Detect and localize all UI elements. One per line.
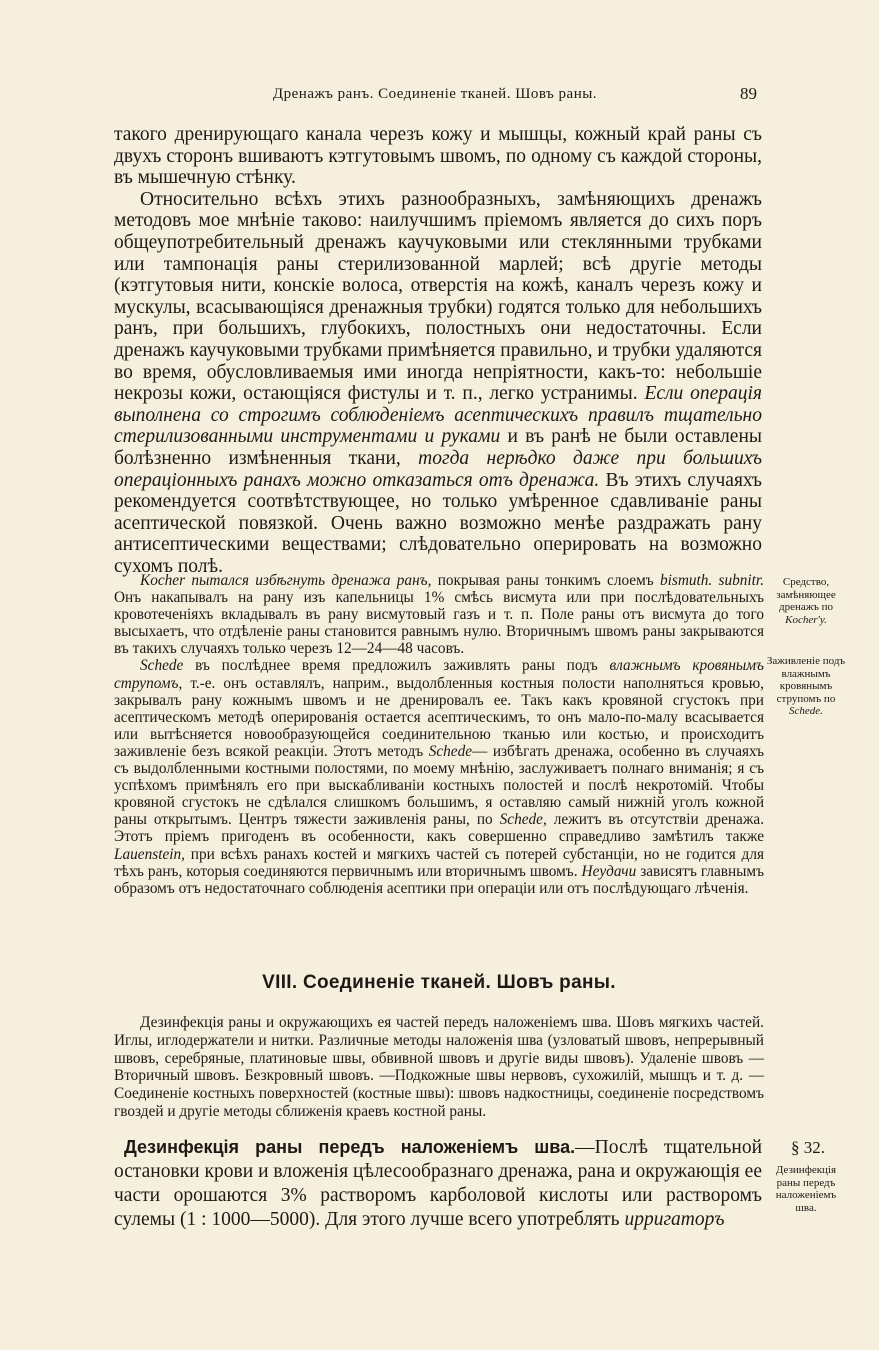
text-span: лежитъ въ отсутствіи дренажа. Этотъ пріемъ пригоденъ въ особенности, какъ совершенно справедливо замѣтилъ также	[114, 811, 765, 846]
italic-span: ирригаторъ	[624, 1209, 725, 1230]
section-summary: Дезинфекція раны и окружающихъ ея частей передъ наложеніемъ шва. Шовъ мягкихъ частей. Иглы, иглодержатели и нитки. Различные методы наложенія шва (узловатый швовъ, непрерывный швовъ, серебряные, платиновые швы, обвивной швовъ и другіе виды швовъ). Удаленіе швовъ —Вторичный швовъ. Безкровный швовъ. —Подкожные швы нервовъ, сухожилій, мышцъ и т. д. — Соединеніе костныхъ поверхностей (костные швы): швовъ надкостницы, соединеніе посредствомъ гвоздей и другіе методы сближенія краевъ костной раны.	[114, 1014, 764, 1120]
italic-span: влажнымъ кровянымъ струпомъ,	[114, 657, 764, 692]
italic-span: тогда нерѣдко даже при большихъ операціонныхъ ранахъ можно отказаться отъ дренажа.	[114, 447, 762, 491]
italic-span: Неудачи	[581, 862, 637, 880]
italic-span: bismuth. subnitr.	[659, 572, 765, 589]
paragraph-marker: § 32.	[791, 1138, 825, 1157]
italic-span: Если операція выполнена со строгимъ соблюденіемъ асептическихъ правилъ тщательно стерилизованными инструментами и руками	[114, 383, 762, 448]
text-span: Относительно всѣхъ этихъ разнообразныхъ, замѣняющихъ дренажъ методовъ мое мнѣніе таково: наилучшимъ пріемомъ является до сихъ поръ общеупотребительный дренажъ каучуковыми или стеклянными трубками или тампонація раны стерилизованной марлей; всѣ другіе методы (кэтгутовыя нити, конскіе волоса, отверстія на кожѣ, каналъ черезъ кожу и мускулы, всасывающіяся дренажныя трубки) годятся только для небольшихъ ранъ, при большихъ, глубокихъ, полостныхъ они недостаточны. Если дренажъ каучуковыми трубками примѣняется правильно, и трубки удаляются во время, обусловливаемыя ими иногда непріятности, какъ-то: небольшіе некрозы кожи, остающіяся фистулы и т. п., легко устранимы.	[114, 188, 762, 405]
text-span: Въ этихъ случаяхъ рекомендуется соотвѣтствующее, но только умѣренное сдавливаніе раны асептической повязкой. Очень важно возможно менѣе раздражать рану антисептическими веществами; слѣдовательно оперировать на возможно сухомъ полѣ.	[114, 469, 763, 577]
margin-note: Дезинфекція раны передъ наложеніемъ шва.	[775, 1164, 837, 1214]
paragraph: такого дренирующаго канала черезъ кожу и мышцы, кожный край раны съ двухъ сторонъ вшиваютъ кэтгутовымъ швомъ, по одному съ каждой стороны, въ мышечную стѣнку.	[114, 124, 762, 189]
margin-note-text: Заживленіе подъ влажнымъ кровянымъ струпомъ по	[766, 655, 846, 705]
main-text-block	[114, 124, 762, 577]
small-print-block	[114, 572, 764, 897]
italic-span: Kocher пытался избѣгнуть дренажа ранъ,	[140, 572, 432, 589]
text-span: — избѣгать дренажа, особенно въ случаяхъ съ выдолбленными костными полостями, по моему мнѣнію, заслуживаетъ полнаго вниманія; я съ успѣхомъ примѣнялъ его при выскабливаніи костныхъ полостей и послѣ некротомій. Чтобы кровяной сгустокъ не сдѣлался слишкомъ большимъ, я оставляю самый нижній уголъ кожной раны открытымъ. Центръ тяжести заживленія раны, по	[114, 742, 765, 829]
text-span: зависятъ главнымъ образомъ отъ недостаточнаго соблюденія асептики при операціи или отъ послѣдующаго лѣченія.	[114, 862, 765, 897]
italic-span: Schede	[140, 657, 184, 675]
margin-note-text: Средство, замѣняющее дренажъ по	[776, 576, 836, 613]
paragraph	[114, 657, 764, 896]
italic-span: Schede,	[499, 811, 547, 829]
text-span: при всѣхъ ранахъ костей и мягкихъ частей съ потерей субстанціи, но не годится для тѣхъ ранъ, которыя соединяются первичнымъ или вторичнымъ швомъ.	[114, 845, 765, 880]
margin-note	[766, 576, 846, 626]
text-span: покрывая раны тонкимъ слоемъ	[437, 572, 654, 589]
text-span: Онъ накапывалъ на рану изъ капельницы 1% смѣсь висмута или при послѣдовательныхъ кровотеченіяхъ вкладывалъ въ рану висмутовый газъ и т. п. Поле раны отъ висмута до того высыхаетъ, что отдѣленіе раны становится равнымъ нулю. Вторичнымъ швомъ раны закрываются въ такихъ случаяхъ только черезъ 12—24—48 часовъ.	[114, 589, 764, 658]
margin-note-name: Kocher'у.	[785, 613, 827, 626]
text-span: въ послѣднее время предложилъ заживлять раны подъ	[195, 657, 598, 675]
paragraph	[114, 189, 762, 578]
italic-span: Schede	[428, 742, 473, 760]
text-span: и въ ранѣ не были оставлены болѣзненно измѣненныя ткани,	[114, 426, 762, 469]
paragraph	[114, 572, 764, 657]
italic-span: Lauenstein,	[114, 845, 185, 863]
running-title: Дренажъ ранъ. Соединеніе тканей. Шовъ раны.	[272, 86, 598, 102]
page-number: 89	[740, 84, 757, 103]
text-span: т.-е. онъ оставлялъ, наприм., выдолбленныя костныя полости наполняться кровью, закрывалъ рану кожнымъ швомъ и не дренировалъ ее. Такъ какъ кровяной сгустокъ при асептическомъ методѣ оперированія остается асептическимъ, то онъ мало-по-малу всасывается или вытѣсняется новообразующейся соединительною тканью или костью, и происходитъ заживленіе безъ всякой реакціи. Этотъ методъ	[114, 674, 765, 760]
section-paragraph	[114, 1135, 762, 1232]
text-span: —Послѣ тщательной остановки крови и вложенія цѣлесообразнаго дренажа, рана и окружающія ее части орошаются 3% растворомъ карболовой кислоты или растворомъ сулемы (1 : 1000—5000). Для этого лучше всего употреблять	[114, 1137, 763, 1230]
margin-note-name: Schede.	[789, 705, 823, 717]
margin-note	[766, 655, 846, 718]
paragraph-lead: Дезинфекція раны передъ наложеніемъ шва.	[124, 1137, 576, 1157]
section-heading: VIII. Соединеніе тканей. Шовъ раны.	[262, 972, 616, 993]
